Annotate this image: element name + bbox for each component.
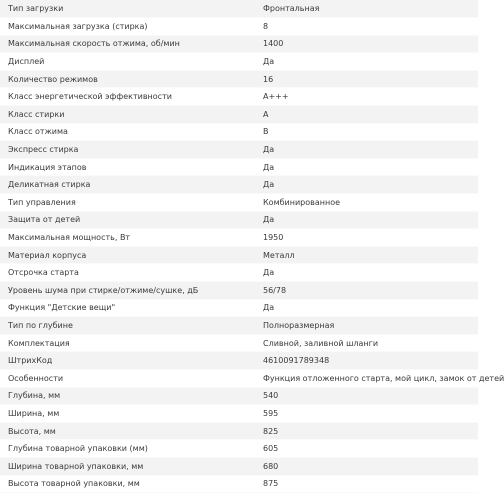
spec-value: Металл <box>259 246 478 264</box>
spec-row <box>0 141 478 159</box>
spec-row <box>0 123 478 141</box>
spec-row <box>0 457 478 475</box>
spec-name: Ширина товарной упаковки, мм <box>0 457 259 475</box>
spec-row <box>0 422 478 440</box>
spec-row <box>0 70 478 88</box>
spec-row <box>0 369 478 387</box>
spec-row <box>0 352 478 370</box>
spec-value: Да <box>259 158 478 176</box>
spec-name: Глубина, мм <box>0 387 259 405</box>
spec-row <box>0 53 478 71</box>
spec-value: 825 <box>259 422 478 440</box>
spec-name: Тип загрузки <box>0 0 259 18</box>
spec-value: Сливной, заливной шланги <box>259 334 478 352</box>
spec-row <box>0 194 478 212</box>
spec-name: Количество режимов <box>0 70 259 88</box>
spec-value: A+++ <box>259 88 478 106</box>
spec-name: Функция "Детские вещи" <box>0 299 259 317</box>
spec-value: 1950 <box>259 229 478 247</box>
spec-value: Полноразмерная <box>259 317 478 335</box>
spec-row <box>0 440 478 458</box>
spec-row <box>0 264 478 282</box>
spec-row <box>0 211 478 229</box>
spec-row <box>0 106 478 124</box>
spec-name: Защита от детей <box>0 211 259 229</box>
spec-name: Максимальная мощность, Вт <box>0 229 259 247</box>
spec-value: Функция отложенного старта, мой цикл, замок от детей <box>259 369 478 387</box>
spec-name: Экспресс стирка <box>0 141 259 159</box>
spec-value: Да <box>259 141 478 159</box>
spec-row <box>0 317 478 335</box>
spec-name: Глубина товарной упаковки (мм) <box>0 440 259 458</box>
spec-row <box>0 35 478 53</box>
spec-name: Деликатная стирка <box>0 176 259 194</box>
spec-value: 4610091789348 <box>259 352 478 370</box>
spec-name: ШтрихКод <box>0 352 259 370</box>
spec-name: Ширина, мм <box>0 405 259 423</box>
spec-value: Комбинированное <box>259 194 478 212</box>
spec-row <box>0 0 478 18</box>
spec-value: Да <box>259 264 478 282</box>
spec-name: Максимальная скорость отжима, об/мин <box>0 35 259 53</box>
spec-name: Максимальная загрузка (стирка) <box>0 18 259 36</box>
spec-name: Особенности <box>0 369 259 387</box>
spec-value: 875 <box>259 475 478 493</box>
spec-row <box>0 334 478 352</box>
spec-name: Тип по глубине <box>0 317 259 335</box>
spec-name: Высота, мм <box>0 422 259 440</box>
spec-row <box>0 387 478 405</box>
spec-value: 16 <box>259 70 478 88</box>
spec-name: Материал корпуса <box>0 246 259 264</box>
spec-value: B <box>259 123 478 141</box>
spec-value: 56/78 <box>259 282 478 300</box>
spec-name: Индикация этапов <box>0 158 259 176</box>
spec-value: 680 <box>259 457 478 475</box>
spec-name: Отсрочка старта <box>0 264 259 282</box>
spec-name: Дисплей <box>0 53 259 71</box>
spec-name: Высота товарной упаковки, мм <box>0 475 259 493</box>
spec-row <box>0 405 478 423</box>
spec-row <box>0 299 478 317</box>
spec-row <box>0 88 478 106</box>
spec-value: 605 <box>259 440 478 458</box>
spec-value: Да <box>259 299 478 317</box>
spec-value: Фронтальная <box>259 0 478 18</box>
spec-value: Да <box>259 211 478 229</box>
spec-name: Уровень шума при стирке/отжиме/сушке, дБ <box>0 282 259 300</box>
spec-name: Класс стирки <box>0 106 259 124</box>
spec-value: Да <box>259 176 478 194</box>
spec-row <box>0 158 478 176</box>
spec-name: Тип управления <box>0 194 259 212</box>
spec-value: Да <box>259 53 478 71</box>
spec-value: A <box>259 106 478 124</box>
spec-value: 540 <box>259 387 478 405</box>
spec-row <box>0 246 478 264</box>
spec-name: Комплектация <box>0 334 259 352</box>
spec-name: Класс энергетической эффективности <box>0 88 259 106</box>
spec-value: 595 <box>259 405 478 423</box>
spec-row <box>0 229 478 247</box>
spec-row <box>0 475 478 493</box>
spec-row <box>0 18 478 36</box>
spec-value: 1400 <box>259 35 478 53</box>
spec-row <box>0 282 478 300</box>
spec-row <box>0 176 478 194</box>
spec-value: 8 <box>259 18 478 36</box>
spec-name: Класс отжима <box>0 123 259 141</box>
